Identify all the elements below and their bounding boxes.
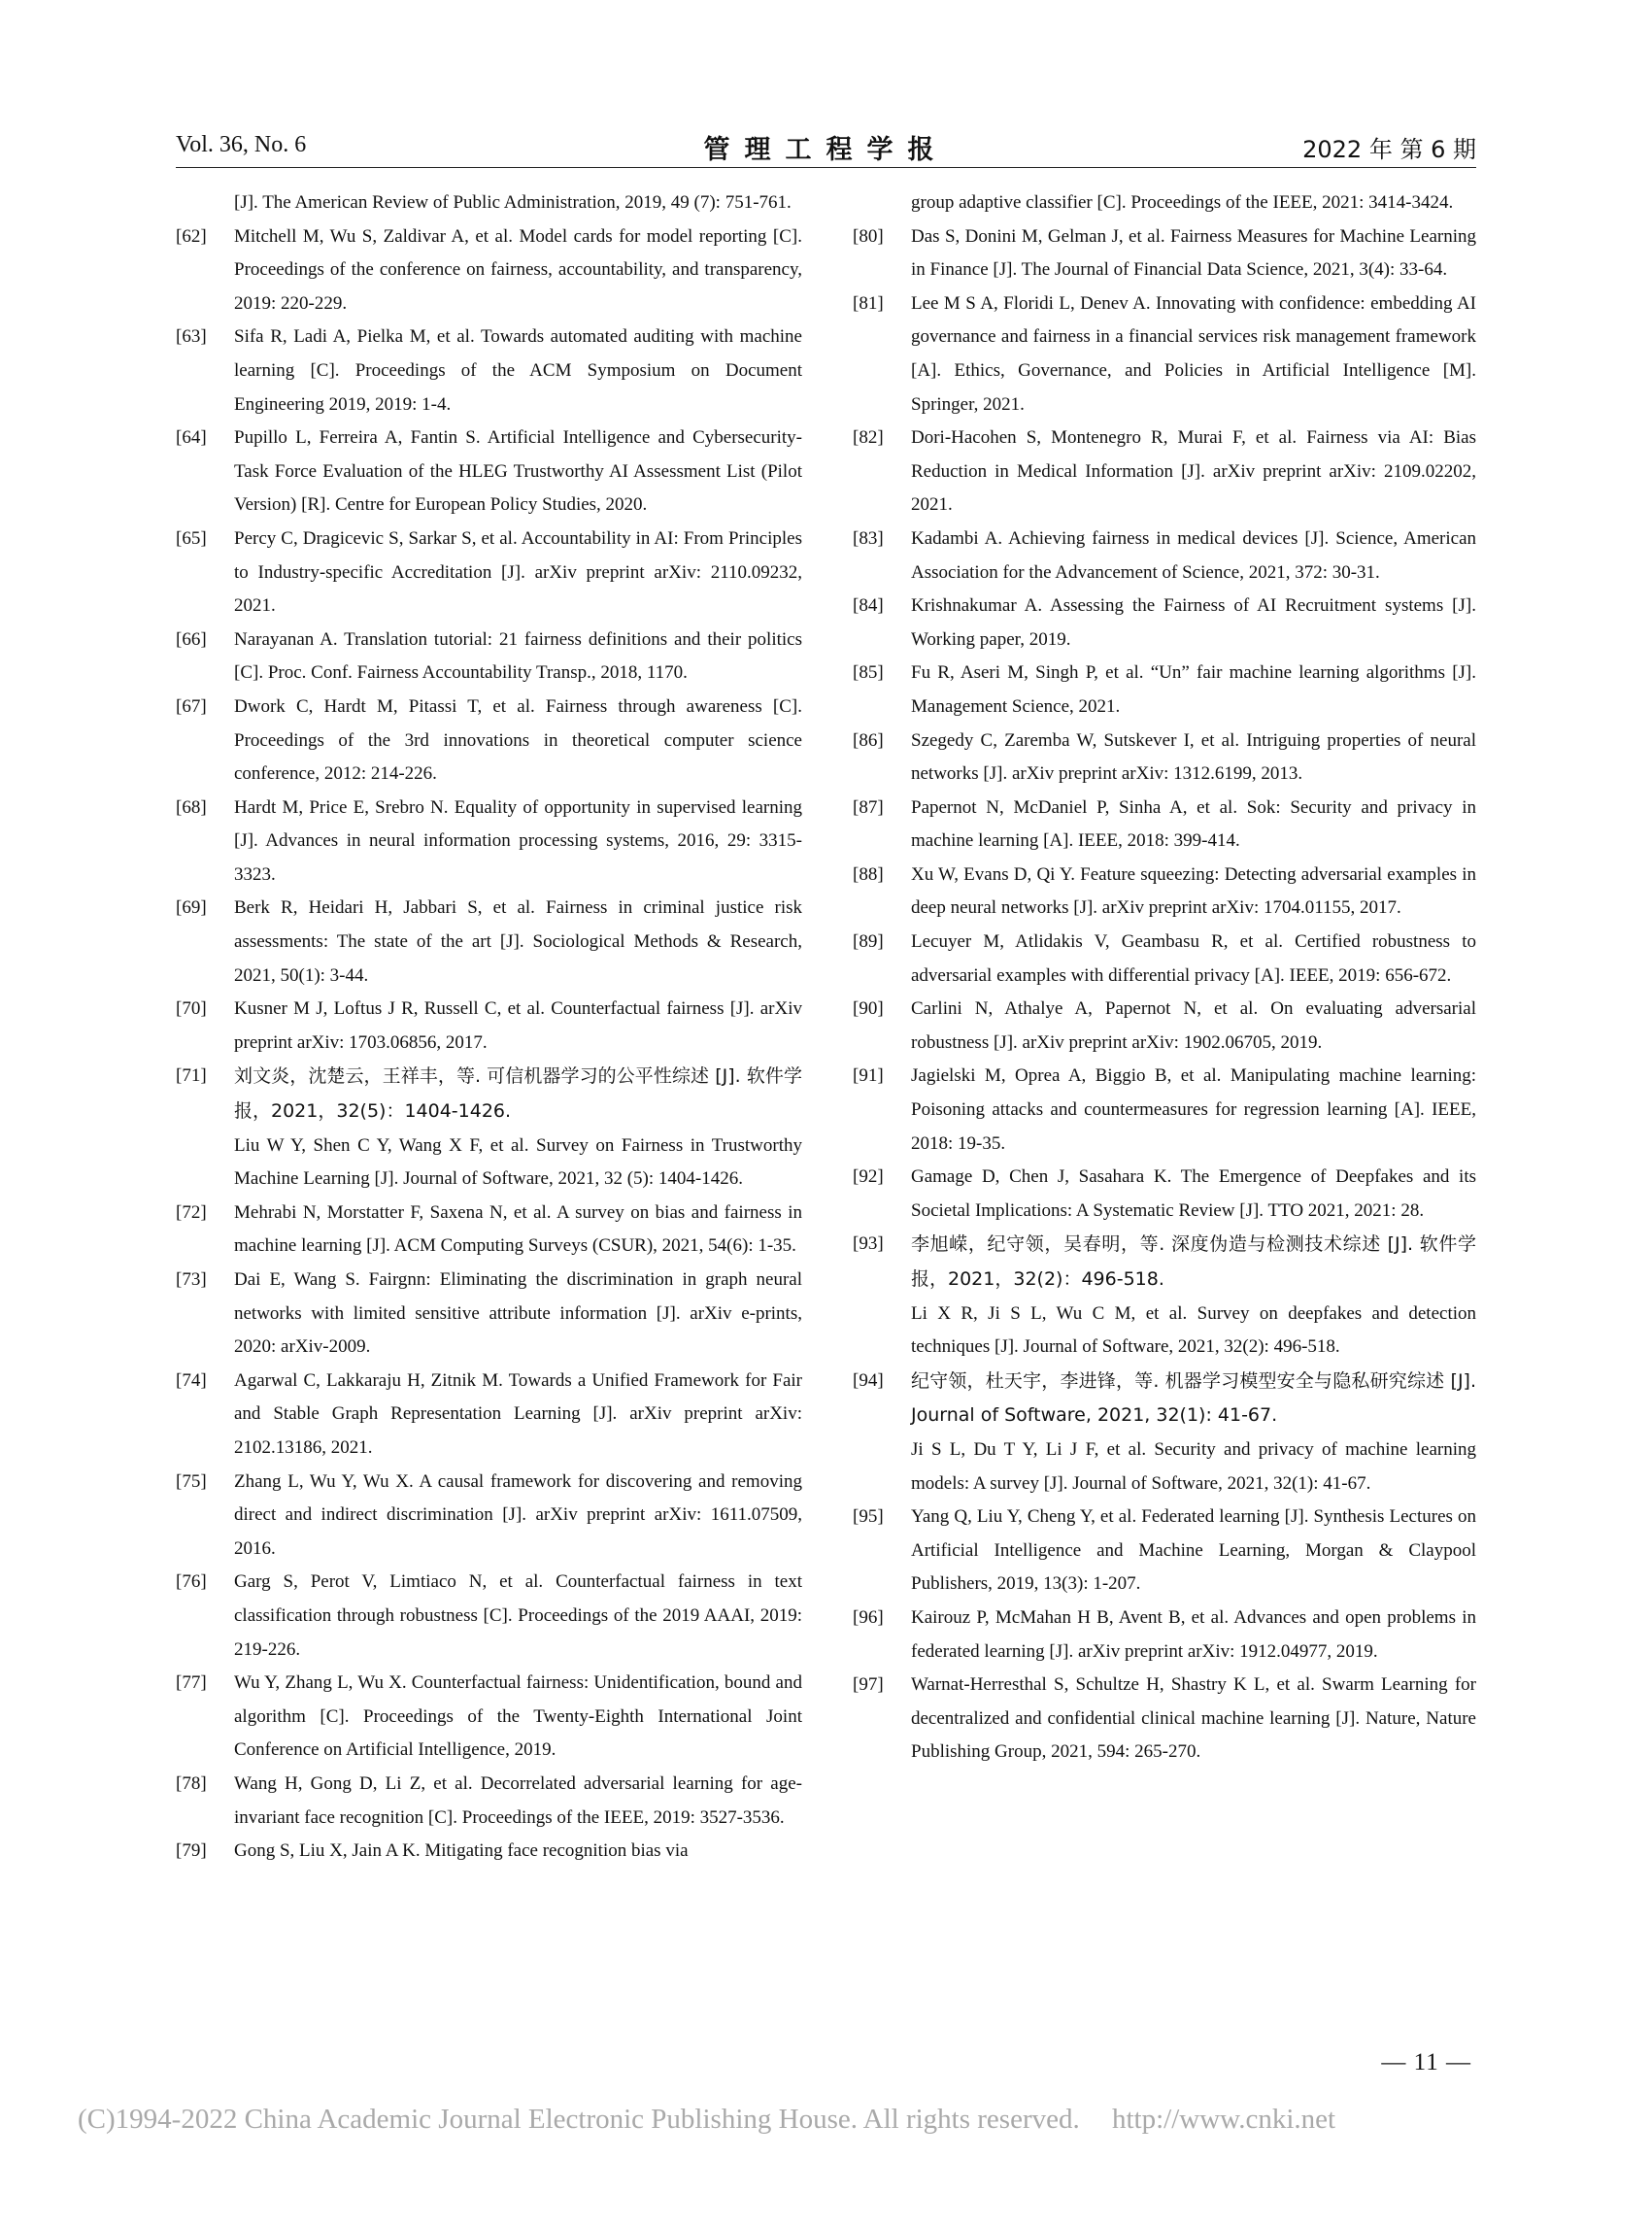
reference-number: [84]	[853, 595, 884, 617]
reference-text: Warnat-Herresthal S, Schultze H, Shastry K L, et al. Swarm Learning for decentralized and confidential clinical machine learning [J]. Nature, Nature Publishing Group, 2021, 594: 265-270.	[911, 1674, 1476, 1763]
reference-item	[176, 523, 802, 624]
reference-item	[176, 422, 802, 523]
reference-item	[176, 691, 802, 792]
reference-text: Carlini N, Athalye A, Papernot N, et al. On evaluating adversarial robustness [J]. arXiv preprint arXiv: 1902.06705, 2019.	[911, 998, 1476, 1053]
reference-item	[176, 1060, 802, 1196]
reference-item	[853, 1228, 1476, 1364]
reference-number: [79]	[176, 1840, 207, 1862]
reference-text: Lee M S A, Floridi L, Denev A. Innovating with confidence: embedding AI governance and fairness in a financial services risk management framework [A]. Ethics, Governance, and Policies in Artificial Intelligence [M]. Springer, 2021.	[911, 292, 1476, 415]
reference-number: [66]	[176, 628, 207, 650]
reference-text: Wu Y, Zhang L, Wu X. Counterfactual fairness: Unidentification, bound and algorithm [C]. Proceedings of the Twenty-Eighth International Joint Conference on Artificial Intelligence, 2019.	[234, 1672, 802, 1761]
reference-text: Jagielski M, Oprea A, Biggio B, et al. Manipulating machine learning: Poisoning attacks and countermeasures for regression learning [A]. IEEE, 2018: 19-35.	[911, 1065, 1476, 1154]
reference-text: Szegedy C, Zaremba W, Sutskever I, et al. Intriguing properties of neural networks [J]. arXiv preprint arXiv: 1312.6199, 2013.	[911, 729, 1476, 785]
reference-number: [70]	[176, 998, 207, 1020]
reference-text: Kusner M J, Loftus J R, Russell C, et al. Counterfactual fairness [J]. arXiv preprint arXiv: 1703.06856, 2017.	[234, 998, 802, 1053]
reference-item	[176, 1835, 802, 1869]
reference-item	[853, 993, 1476, 1060]
reference-text: Fu R, Aseri M, Singh P, et al. “Un” fair machine learning algorithms [J]. Management Science, 2021.	[911, 662, 1476, 717]
copyright-text: (C)1994-2022 China Academic Journal Electronic Publishing House. All rights reserved.	[78, 2104, 1080, 2135]
reference-number: [93]	[853, 1233, 884, 1255]
reference-text: Narayanan A. Translation tutorial: 21 fairness definitions and their politics [C]. Proc. Conf. Fairness Accountability Transp., 2018, 1170.	[234, 628, 802, 684]
reference-number: [78]	[176, 1772, 207, 1794]
reference-number: [89]	[853, 931, 884, 953]
reference-item	[853, 725, 1476, 792]
reference-number: [65]	[176, 527, 207, 549]
cnki-url: http://www.cnki.net	[1111, 2104, 1336, 2135]
reference-number: [68]	[176, 796, 207, 818]
reference-number: [62]	[176, 225, 207, 247]
reference-english-text: Li X R, Ji S L, Wu C M, et al. Survey on deepfakes and detection techniques [J]. Journal of Software, 2021, 32(2): 496-518.	[911, 1302, 1476, 1358]
reference-item	[176, 186, 802, 220]
left-reference-column	[176, 186, 802, 1869]
reference-number: [73]	[176, 1269, 207, 1290]
reference-text: Kairouz P, McMahan H B, Avent B, et al. Advances and open problems in federated learning [J]. arXiv preprint arXiv: 1912.04977, 2019.	[911, 1606, 1476, 1662]
reference-number: [69]	[176, 897, 207, 919]
reference-item	[853, 859, 1476, 926]
reference-english-text: Ji S L, Du T Y, Li J F, et al. Security and privacy of machine learning models: A survey [J]. Journal of Software, 2021, 32(1): 41-67.	[911, 1438, 1476, 1494]
reference-item	[853, 422, 1476, 523]
reference-item	[176, 892, 802, 993]
reference-item	[853, 1501, 1476, 1602]
reference-text: group adaptive classifier [C]. Proceedings of the IEEE, 2021: 3414-3424.	[911, 192, 1454, 213]
reference-item	[176, 624, 802, 691]
copyright-footer	[78, 2104, 1335, 2136]
reference-text: Krishnakumar A. Assessing the Fairness of AI Recruitment systems [J]. Working paper, 2019.	[911, 595, 1476, 650]
reference-text: Pupillo L, Ferreira A, Fantin S. Artificial Intelligence and Cybersecurity-Task Force Evaluation of the HLEG Trustworthy AI Assessment List (Pilot Version) [R]. Centre for European Policy Studies, 2020.	[234, 427, 802, 516]
reference-number: [64]	[176, 427, 207, 449]
reference-text: Xu W, Evans D, Qi Y. Feature squeezing: Detecting adversarial examples in deep neural networks [J]. arXiv preprint arXiv: 1704.01155, 2017.	[911, 863, 1476, 919]
issue-label: 2022 年 第 6 期	[1302, 136, 1476, 163]
reference-item	[853, 1602, 1476, 1669]
right-reference-column	[853, 186, 1476, 1770]
reference-number: [95]	[853, 1506, 884, 1528]
reference-text: Das S, Donini M, Gelman J, et al. Fairness Measures for Machine Learning in Finance [J]. The Journal of Financial Data Science, 2021, 3(4): 33-64.	[911, 225, 1476, 281]
reference-item	[853, 1161, 1476, 1228]
reference-item	[853, 186, 1476, 220]
reference-text: 刘文炎，沈楚云，王祥丰，等. 可信机器学习的公平性综述 [J]. 软件学报，2021，32(5)：1404-1426.	[234, 1065, 802, 1123]
reference-text: Agarwal C, Lakkaraju H, Zitnik M. Towards a Unified Framework for Fair and Stable Graph Representation Learning [J]. arXiv preprint arXiv: 2102.13186, 2021.	[234, 1369, 802, 1458]
reference-item	[176, 1466, 802, 1567]
reference-text: [J]. The American Review of Public Administration, 2019, 49 (7): 751-761.	[234, 192, 792, 213]
reference-text: Hardt M, Price E, Srebro N. Equality of opportunity in supervised learning [J]. Advances in neural information processing systems, 2016, 29: 3315-3323.	[234, 796, 802, 885]
reference-text: Mitchell M, Wu S, Zaldivar A, et al. Model cards for model reporting [C]. Proceedings of the conference on fairness, accountability, and transparency, 2019: 220-229.	[234, 225, 802, 314]
reference-number: [90]	[853, 998, 884, 1020]
reference-item	[176, 1768, 802, 1835]
reference-text: Percy C, Dragicevic S, Sarkar S, et al. Accountability in AI: From Principles to Industry-specific Accreditation [J]. arXiv preprint arXiv: 2110.09232, 2021.	[234, 527, 802, 617]
reference-text: Papernot N, McDaniel P, Sinha A, et al. Sok: Security and privacy in machine learning [A]. IEEE, 2018: 399-414.	[911, 796, 1476, 852]
reference-number: [76]	[176, 1571, 207, 1593]
reference-text: Wang H, Gong D, Li Z, et al. Decorrelated adversarial learning for age-invariant face recognition [C]. Proceedings of the IEEE, 2019: 3527-3536.	[234, 1772, 802, 1828]
reference-item	[176, 1197, 802, 1264]
reference-text: Lecuyer M, Atlidakis V, Geambasu R, et al. Certified robustness to adversarial examples with differential privacy [A]. IEEE, 2019: 656-672.	[911, 931, 1476, 986]
reference-text: Garg S, Perot V, Limtiaco N, et al. Counterfactual fairness in text classification through robustness [C]. Proceedings of the 2019 AAAI, 2019: 219-226.	[234, 1571, 802, 1660]
reference-number: [81]	[853, 292, 884, 314]
journal-title: 管理工程学报	[703, 135, 949, 165]
reference-text: Dwork C, Hardt M, Pitassi T, et al. Fairness through awareness [C]. Proceedings of the 3rd innovations in theoretical computer science conference, 2012: 214-226.	[234, 695, 802, 785]
reference-text: Gamage D, Chen J, Sasahara K. The Emergence of Deepfakes and its Societal Implications: A Systematic Review [J]. TTO 2021, 2021: 28.	[911, 1166, 1476, 1221]
reference-number: [82]	[853, 427, 884, 449]
reference-number: [94]	[853, 1369, 884, 1391]
reference-item	[176, 1566, 802, 1667]
reference-item	[176, 320, 802, 422]
reference-text: Dori-Hacohen S, Montenegro R, Murai F, et al. Fairness via AI: Bias Reduction in Medical Information [J]. arXiv preprint arXiv: 2109.02202, 2021.	[911, 427, 1476, 516]
reference-number: [86]	[853, 729, 884, 751]
reference-item	[853, 1669, 1476, 1770]
reference-number: [83]	[853, 527, 884, 549]
reference-item	[853, 220, 1476, 287]
page-header	[176, 128, 1476, 168]
volume-label: Vol. 36, No. 6	[176, 132, 307, 157]
reference-number: [97]	[853, 1674, 884, 1696]
reference-item	[176, 993, 802, 1060]
reference-english-text: Liu W Y, Shen C Y, Wang X F, et al. Survey on Fairness in Trustworthy Machine Learning [J]. Journal of Software, 2021, 32 (5): 1404-1426.	[234, 1134, 802, 1190]
reference-item	[853, 523, 1476, 590]
reference-number: [85]	[853, 662, 884, 684]
reference-number: [67]	[176, 695, 207, 717]
reference-text: Gong S, Liu X, Jain A K. Mitigating face recognition bias via	[234, 1840, 689, 1862]
reference-item	[176, 792, 802, 893]
reference-item	[853, 926, 1476, 993]
reference-item	[853, 657, 1476, 724]
reference-number: [91]	[853, 1065, 884, 1087]
reference-item	[176, 1264, 802, 1365]
reference-item	[176, 1365, 802, 1466]
reference-item	[176, 220, 802, 321]
reference-number: [74]	[176, 1369, 207, 1391]
reference-text: 纪守领，杜天宇，李进锋，等. 机器学习模型安全与隐私研究综述 [J]. Journal of Software, 2021, 32(1): 41-67.	[911, 1369, 1476, 1427]
page-number: — 11 —	[1381, 2049, 1471, 2075]
reference-number: [80]	[853, 225, 884, 247]
reference-number: [92]	[853, 1166, 884, 1188]
reference-text: Yang Q, Liu Y, Cheng Y, et al. Federated learning [J]. Synthesis Lectures on Artificial Intelligence and Machine Learning, Morgan & Claypool Publishers, 2019, 13(3): 1-207.	[911, 1506, 1476, 1595]
reference-item	[176, 1667, 802, 1768]
reference-text: Mehrabi N, Morstatter F, Saxena N, et al. A survey on bias and fairness in machine learning [J]. ACM Computing Surveys (CSUR), 2021, 54(6): 1-35.	[234, 1201, 802, 1257]
reference-text: Berk R, Heidari H, Jabbari S, et al. Fairness in criminal justice risk assessments: The state of the art [J]. Sociological Methods & Research, 2021, 50(1): 3-44.	[234, 897, 802, 986]
reference-item	[853, 1365, 1476, 1501]
reference-number: [87]	[853, 796, 884, 818]
reference-text: 李旭嵘，纪守领，吴春明，等. 深度伪造与检测技术综述 [J]. 软件学报，2021，32(2)：496-518.	[911, 1233, 1476, 1290]
reference-number: [72]	[176, 1201, 207, 1223]
reference-text: Kadambi A. Achieving fairness in medical devices [J]. Science, American Association for the Advancement of Science, 2021, 372: 30-31.	[911, 527, 1476, 583]
reference-item	[853, 590, 1476, 657]
reference-item	[853, 792, 1476, 859]
reference-number: [71]	[176, 1065, 207, 1087]
reference-item	[853, 287, 1476, 422]
reference-text: Sifa R, Ladi A, Pielka M, et al. Towards automated auditing with machine learning [C]. Proceedings of the ACM Symposium on Document Engineering 2019, 2019: 1-4.	[234, 326, 802, 415]
reference-number: [63]	[176, 326, 207, 348]
reference-number: [77]	[176, 1672, 207, 1694]
reference-number: [96]	[853, 1606, 884, 1628]
reference-text: Zhang L, Wu Y, Wu X. A causal framework for discovering and removing direct and indirect discrimination [J]. arXiv preprint arXiv: 1611.07509, 2016.	[234, 1470, 802, 1559]
reference-item	[853, 1060, 1476, 1161]
reference-number: [88]	[853, 863, 884, 885]
reference-number: [75]	[176, 1470, 207, 1492]
reference-text: Dai E, Wang S. Fairgnn: Eliminating the discrimination in graph neural networks with limited sensitive attribute information [J]. arXiv e-prints, 2020: arXiv-2009.	[234, 1269, 802, 1358]
